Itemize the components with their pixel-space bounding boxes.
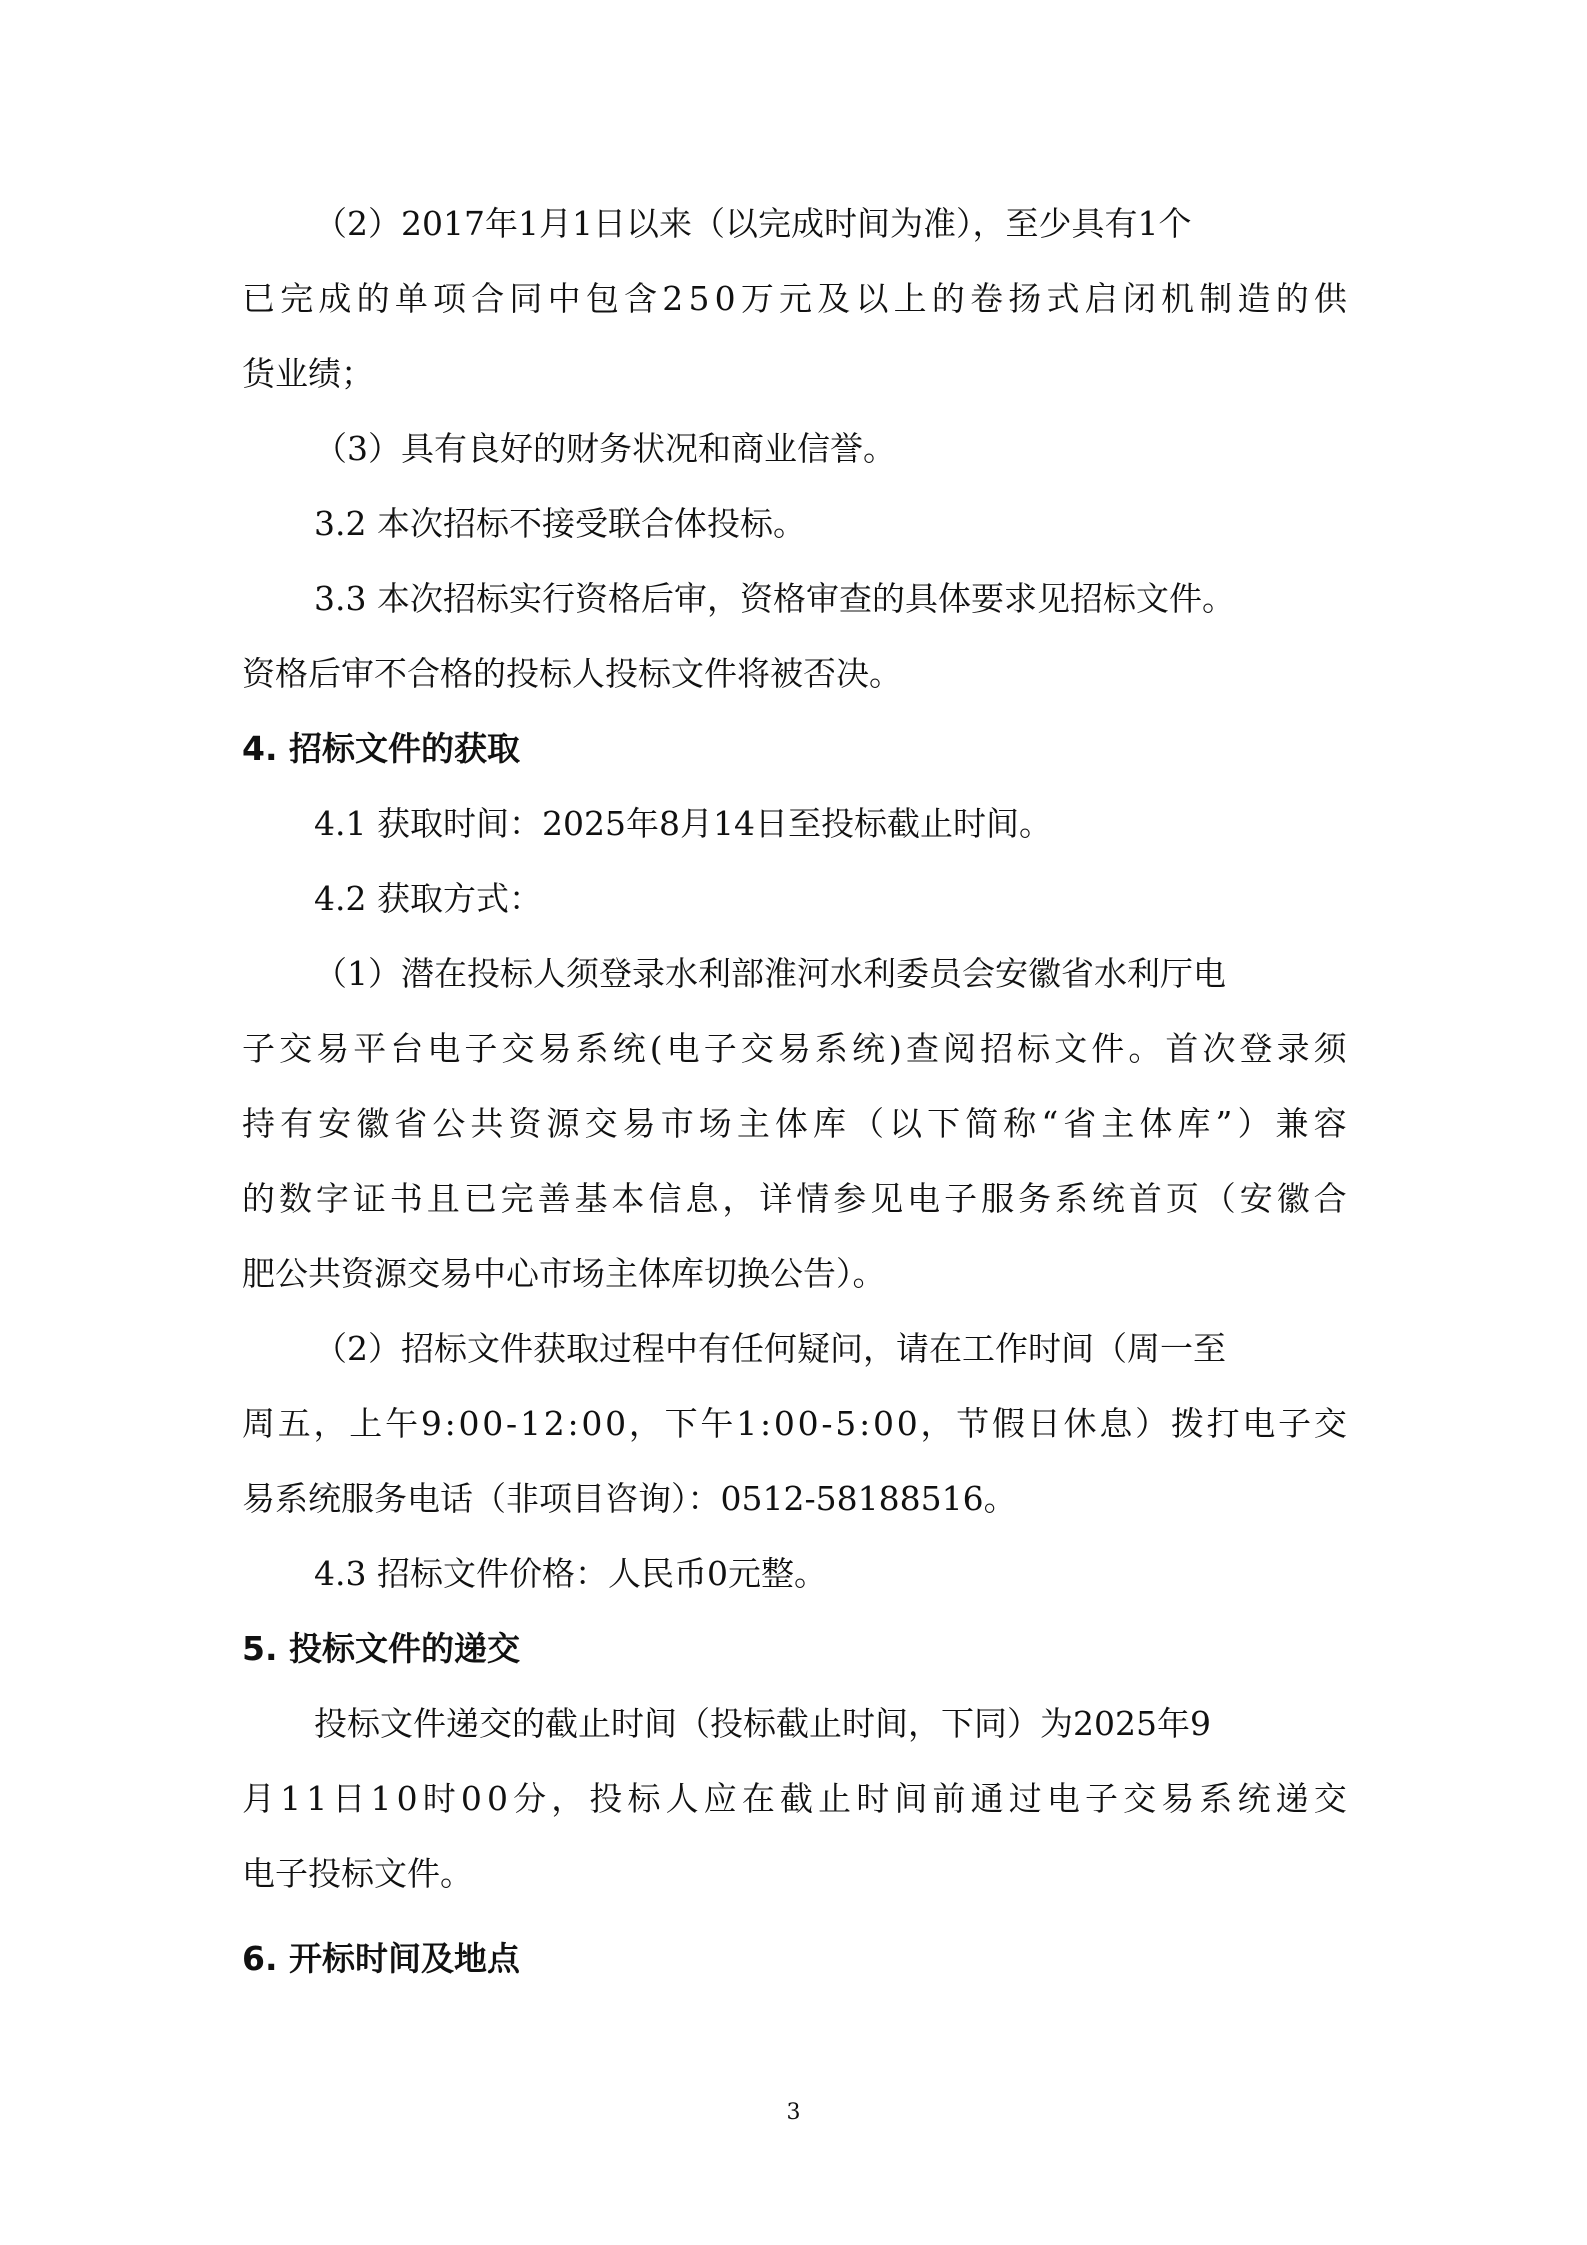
paragraph-line: 4.2 获取方式： — [314, 879, 542, 918]
paragraph-line: 资格后审不合格的投标人投标文件将被否决。 — [242, 654, 902, 693]
paragraph-line: 已 完 成 的 单 项 合 同 中 包 含 2 5 0 万 元 及 以 上 的 卷 扬 式 启 闭 机 制 造 的 供 — [242, 279, 1347, 318]
paragraph-line: 肥公共资源交易中心市场主体库切换公告）。 — [242, 1254, 886, 1293]
paragraph-line: （3）具有良好的财务状况和商业信誉。 — [314, 429, 896, 468]
section-heading: 6. 开标时间及地点 — [242, 1939, 520, 1978]
paragraph-line: 投标文件递交的截止时间（投标截止时间，下同）为2025年9 — [314, 1704, 1211, 1743]
section-heading: 4. 招标文件的获取 — [242, 729, 520, 768]
paragraph-line: 3.3 本次招标实行资格后审，资格审查的具体要求见招标文件。 — [314, 579, 1235, 618]
paragraph-line: 货业绩； — [242, 354, 374, 393]
paragraph-line: 子 交 易 平 台 电 子 交 易 系 统 ( 电 子 交 易 系 统 ) 查 阅 招 标 文 件 。 首 次 登 录 须 — [242, 1029, 1347, 1068]
paragraph-line: 4.3 招标文件价格：人民币0元整。 — [314, 1554, 827, 1593]
page-number: 3 — [786, 2100, 801, 2125]
paragraph-line: 4.1 获取时间：2025年8月14日至投标截止时间。 — [314, 804, 1052, 843]
paragraph-line: 电子投标文件。 — [242, 1854, 473, 1893]
section-heading: 5. 投标文件的递交 — [242, 1629, 520, 1668]
paragraph-line: 月 1 1 日 1 0 时 0 0 分 ， 投 标 人 应 在 截 止 时 间 前 通 过 电 子 交 易 系 统 递 交 — [242, 1779, 1347, 1818]
paragraph-line: 的 数 字 证 书 且 已 完 善 基 本 信 息 ， 详 情 参 见 电 子 服 务 系 统 首 页 （ 安 徽 合 — [242, 1179, 1347, 1218]
paragraph-line: （2）招标文件获取过程中有任何疑问，请在工作时间（周一至 — [314, 1329, 1226, 1368]
paragraph-line: （1）潜在投标人须登录水利部淮河水利委员会安徽省水利厅电 — [314, 954, 1226, 993]
paragraph-line: 持 有 安 徽 省 公 共 资 源 交 易 市 场 主 体 库 （ 以 下 简 称 “ 省 主 体 库 ” ） 兼 容 — [242, 1104, 1347, 1143]
paragraph-line: 易系统服务电话（非项目咨询）：0512-58188516。 — [242, 1479, 1017, 1518]
paragraph-line: 周 五 ， 上 午 9 : 0 0 - 1 2 : 0 0 ， 下 午 1 : 0 0 - 5 : 0 0 ， 节 假 日 休 息 ） 拨 打 电 子 交 — [242, 1404, 1347, 1443]
paragraph-line: （2）2017年1月1日以来（以完成时间为准），至少具有1个 — [314, 204, 1192, 243]
paragraph-line: 3.2 本次招标不接受联合体投标。 — [314, 504, 806, 543]
